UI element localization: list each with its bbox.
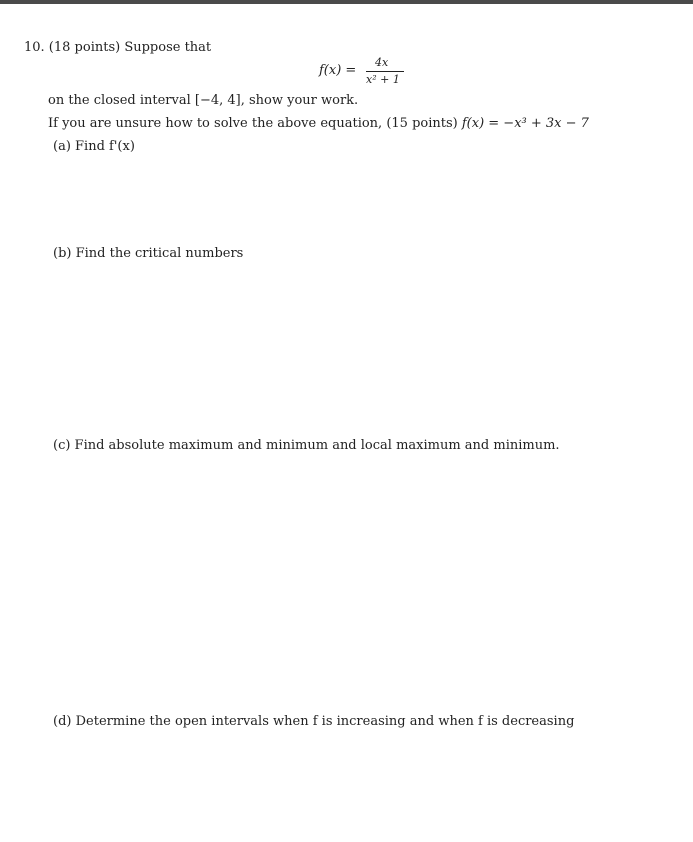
alternate-function: f(x) = −x³ + 3x − 7	[461, 116, 589, 131]
question-header: 10. (18 points) Suppose that	[24, 40, 212, 55]
function-numerator: 4x	[375, 56, 389, 69]
function-definition	[313, 56, 433, 90]
top-border	[0, 0, 693, 4]
alternate-line	[48, 116, 589, 132]
fraction-bar	[366, 71, 404, 72]
part-b: (b) Find the critical numbers	[53, 246, 244, 261]
part-d: (d) Determine the open intervals when f is increasing and when f is decreasing	[53, 714, 575, 729]
function-lhs: f(x) =	[319, 63, 357, 78]
alternate-prefix: If you are unsure how to solve the above equation, (15 points)	[48, 116, 458, 131]
function-denominator: x² + 1	[366, 73, 400, 86]
part-a: (a) Find f'(x)	[53, 139, 135, 154]
part-c: (c) Find absolute maximum and minimum and local maximum and minimum.	[53, 438, 560, 453]
interval-text: on the closed interval [−4, 4], show your work.	[48, 93, 359, 108]
